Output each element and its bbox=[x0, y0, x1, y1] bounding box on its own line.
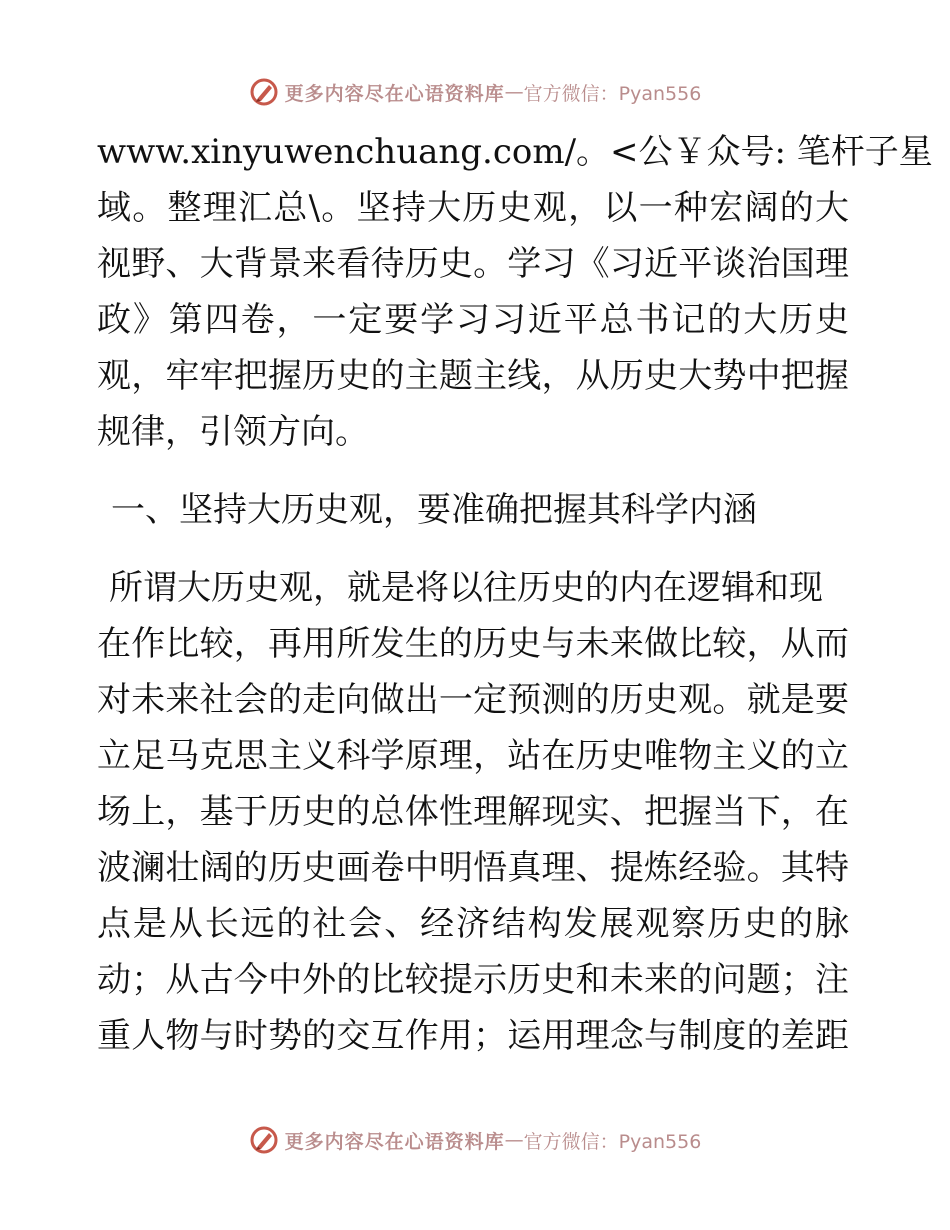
body-line: 在作比较，再用所发生的历史与未来做比较，从而 bbox=[97, 624, 849, 664]
intro-line: 域。整理汇总\。坚持大历史观，以一种宏阔的大 bbox=[97, 188, 849, 228]
intro-line: 政》第四卷，一定要学习习近平总书记的大历史 bbox=[97, 300, 849, 340]
document-body bbox=[97, 124, 933, 1064]
banner-dash: — bbox=[504, 81, 524, 103]
intro-line: www.xinyuwenchuang.com/。<公￥众号: 笔杆子星 bbox=[97, 132, 933, 172]
body-line: 场上，基于历史的总体性理解现实、把握当下，在 bbox=[97, 792, 849, 832]
banner-wechat: 官方微信：Pyan556 bbox=[523, 82, 702, 105]
body-line: 点是从长远的社会、经济结构发展观察历史的脉 bbox=[97, 904, 849, 944]
intro-line: 视野、大背景来看待历史。学习《习近平谈治国理 bbox=[97, 244, 849, 284]
intro-line: 规律，引领方向。 bbox=[97, 412, 369, 452]
body-line: 动；从古今中外的比较提示历史和未来的问题；注 bbox=[97, 960, 849, 1000]
body-line: 立足马克思主义科学原理，站在历史唯物主义的立 bbox=[97, 736, 849, 776]
banner-dash: — bbox=[504, 1129, 524, 1151]
body-line: 重人物与时势的交互作用；运用理念与制度的差距 bbox=[97, 1016, 849, 1056]
banner-wechat: 官方微信：Pyan556 bbox=[523, 1130, 702, 1153]
pen-logo-icon bbox=[249, 1125, 279, 1155]
body-line: 所谓大历史观，就是将以往历史的内在逻辑和现 bbox=[109, 568, 823, 608]
footer-banner bbox=[0, 1120, 950, 1160]
intro-line: 观，牢牢把握历史的主题主线，从历史大势中把握 bbox=[97, 356, 849, 396]
body-line: 对未来社会的走向做出一定预测的历史观。就是要 bbox=[97, 680, 849, 720]
section-heading: 一、坚持大历史观，要准确把握其科学内涵 bbox=[111, 490, 757, 530]
pen-logo-icon bbox=[249, 77, 279, 107]
banner-brand: 更多内容尽在心语资料库 bbox=[284, 1130, 505, 1153]
banner-brand: 更多内容尽在心语资料库 bbox=[284, 82, 505, 105]
header-banner bbox=[0, 72, 950, 112]
body-line: 波澜壮阔的历史画卷中明悟真理、提炼经验。其特 bbox=[97, 848, 849, 888]
